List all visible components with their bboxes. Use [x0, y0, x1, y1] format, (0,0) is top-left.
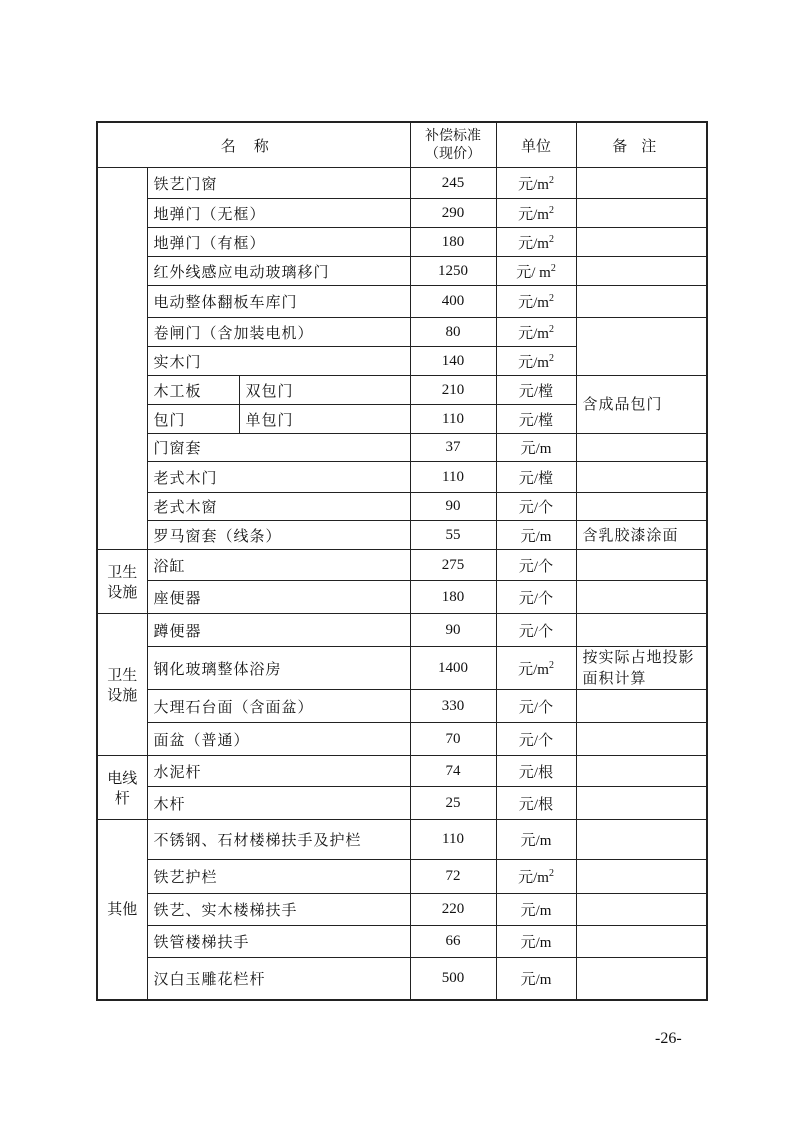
item-value: 180	[410, 581, 496, 614]
item-unit: 元$/m^2$	[496, 318, 576, 347]
table-row	[97, 168, 707, 199]
item-note	[576, 168, 707, 199]
table-header-row	[97, 122, 707, 168]
item-unit: 元$/m^2$	[496, 168, 576, 199]
item-value: 74	[410, 756, 496, 787]
item-note	[576, 581, 707, 614]
category-other: 其他	[97, 820, 147, 1000]
table-row	[97, 860, 707, 894]
item-name: 浴缸	[147, 550, 410, 581]
item-unit: 元/个	[496, 723, 576, 756]
item-value: 66	[410, 926, 496, 958]
item-note: 含成品包门	[576, 376, 707, 434]
item-value: 290	[410, 199, 496, 228]
item-unit: 元/ $m^2$	[496, 257, 576, 286]
item-unit: 元/m	[496, 820, 576, 860]
item-note	[576, 860, 707, 894]
table-row	[97, 493, 707, 521]
item-unit: 元/个	[496, 581, 576, 614]
item-note	[576, 286, 707, 318]
item-unit: 元/m	[496, 434, 576, 462]
item-unit: 元/樘	[496, 405, 576, 434]
table-row	[97, 434, 707, 462]
item-value: 1250	[410, 257, 496, 286]
item-name: 实木门	[147, 347, 410, 376]
item-note	[576, 434, 707, 462]
item-value: 180	[410, 228, 496, 257]
item-name: 座便器	[147, 581, 410, 614]
item-unit: 元/m	[496, 894, 576, 926]
item-note	[576, 926, 707, 958]
item-unit: 元/个	[496, 493, 576, 521]
table-row	[97, 647, 707, 690]
item-value: 330	[410, 690, 496, 723]
item-name: 木杆	[147, 787, 410, 820]
item-name: 木工板	[147, 376, 239, 405]
item-value: 210	[410, 376, 496, 405]
page-number: -26-	[655, 1030, 682, 1047]
item-name: 铁艺、实木楼梯扶手	[147, 894, 410, 926]
item-unit: 元/m	[496, 926, 576, 958]
table-row	[97, 820, 707, 860]
table-row	[97, 257, 707, 286]
table-row	[97, 318, 707, 347]
item-value: 55	[410, 521, 496, 550]
item-name: 面盆（普通）	[147, 723, 410, 756]
item-unit: 元$/m^2$	[496, 286, 576, 318]
item-name: 大理石台面（含面盆）	[147, 690, 410, 723]
item-unit: 元/根	[496, 787, 576, 820]
item-name: 铁艺护栏	[147, 860, 410, 894]
item-name: 老式木门	[147, 462, 410, 493]
item-note	[576, 257, 707, 286]
item-subname: 双包门	[239, 376, 410, 405]
item-value: 90	[410, 614, 496, 647]
item-note	[576, 787, 707, 820]
item-value: 110	[410, 820, 496, 860]
item-value: 25	[410, 787, 496, 820]
table-row	[97, 521, 707, 550]
table-row	[97, 723, 707, 756]
item-name: 钢化玻璃整体浴房	[147, 647, 410, 690]
item-note	[576, 894, 707, 926]
item-name: 包门	[147, 405, 239, 434]
item-note	[576, 820, 707, 860]
item-value: 220	[410, 894, 496, 926]
item-name: 不锈钢、石材楼梯扶手及护栏	[147, 820, 410, 860]
item-note: 按实际占地投影 面积计算	[576, 647, 707, 690]
item-value: 140	[410, 347, 496, 376]
table-row	[97, 756, 707, 787]
item-note: 含乳胶漆涂面	[576, 521, 707, 550]
item-note	[576, 958, 707, 1000]
table-row	[97, 614, 707, 647]
item-name: 地弹门（有框）	[147, 228, 410, 257]
item-name: 铁艺门窗	[147, 168, 410, 199]
item-name: 罗马窗套（线条）	[147, 521, 410, 550]
category-sanitary: 卫生 设施	[97, 550, 147, 614]
item-name: 门窗套	[147, 434, 410, 462]
item-note	[576, 493, 707, 521]
compensation-table	[96, 121, 708, 1001]
table-row	[97, 894, 707, 926]
item-name: 老式木窗	[147, 493, 410, 521]
item-name: 蹲便器	[147, 614, 410, 647]
table-row	[97, 376, 707, 405]
header-unit: 单位	[496, 122, 576, 168]
item-value: 110	[410, 462, 496, 493]
table-row	[97, 581, 707, 614]
item-unit: 元$/m^2$	[496, 228, 576, 257]
item-value: 275	[410, 550, 496, 581]
item-value: 1400	[410, 647, 496, 690]
item-unit: 元/樘	[496, 376, 576, 405]
item-unit: 元/樘	[496, 462, 576, 493]
table-row	[97, 286, 707, 318]
item-value: 72	[410, 860, 496, 894]
category-sanitary: 卫生 设施	[97, 614, 147, 756]
item-note	[576, 756, 707, 787]
item-value: 245	[410, 168, 496, 199]
item-value: 70	[410, 723, 496, 756]
item-name: 水泥杆	[147, 756, 410, 787]
item-value: 90	[410, 493, 496, 521]
header-note: 备注	[576, 122, 707, 168]
table-row	[97, 199, 707, 228]
table-row	[97, 690, 707, 723]
item-unit: 元/m	[496, 958, 576, 1000]
item-name: 卷闸门（含加装电机）	[147, 318, 410, 347]
item-value: 37	[410, 434, 496, 462]
item-value: 110	[410, 405, 496, 434]
item-subname: 单包门	[239, 405, 410, 434]
item-unit: 元$/m^2$	[496, 199, 576, 228]
item-unit: 元/个	[496, 550, 576, 581]
item-note	[576, 690, 707, 723]
item-value: 80	[410, 318, 496, 347]
item-note	[576, 318, 707, 376]
item-name: 红外线感应电动玻璃移门	[147, 257, 410, 286]
table-row	[97, 462, 707, 493]
item-value: 500	[410, 958, 496, 1000]
item-unit: 元$/m^2$	[496, 647, 576, 690]
item-name: 电动整体翻板车库门	[147, 286, 410, 318]
table-row	[97, 787, 707, 820]
table-row	[97, 958, 707, 1000]
category-cell-blank	[97, 168, 147, 550]
item-note	[576, 723, 707, 756]
item-name: 地弹门（无框）	[147, 199, 410, 228]
item-unit: 元/个	[496, 614, 576, 647]
header-standard: 补偿标准 （现价）	[410, 122, 496, 168]
table-row	[97, 550, 707, 581]
item-note	[576, 462, 707, 493]
item-note	[576, 550, 707, 581]
item-unit: 元/m	[496, 521, 576, 550]
item-unit: 元/个	[496, 690, 576, 723]
item-value: 400	[410, 286, 496, 318]
item-note	[576, 228, 707, 257]
item-unit: 元$/m^2$	[496, 860, 576, 894]
category-pole: 电线 杆	[97, 756, 147, 820]
item-note	[576, 614, 707, 647]
item-note	[576, 199, 707, 228]
table-row	[97, 926, 707, 958]
item-name: 汉白玉雕花栏杆	[147, 958, 410, 1000]
item-unit: 元$/m^2$	[496, 347, 576, 376]
header-name: 名称	[97, 122, 410, 168]
item-unit: 元/根	[496, 756, 576, 787]
table-row	[97, 228, 707, 257]
item-name: 铁管楼梯扶手	[147, 926, 410, 958]
